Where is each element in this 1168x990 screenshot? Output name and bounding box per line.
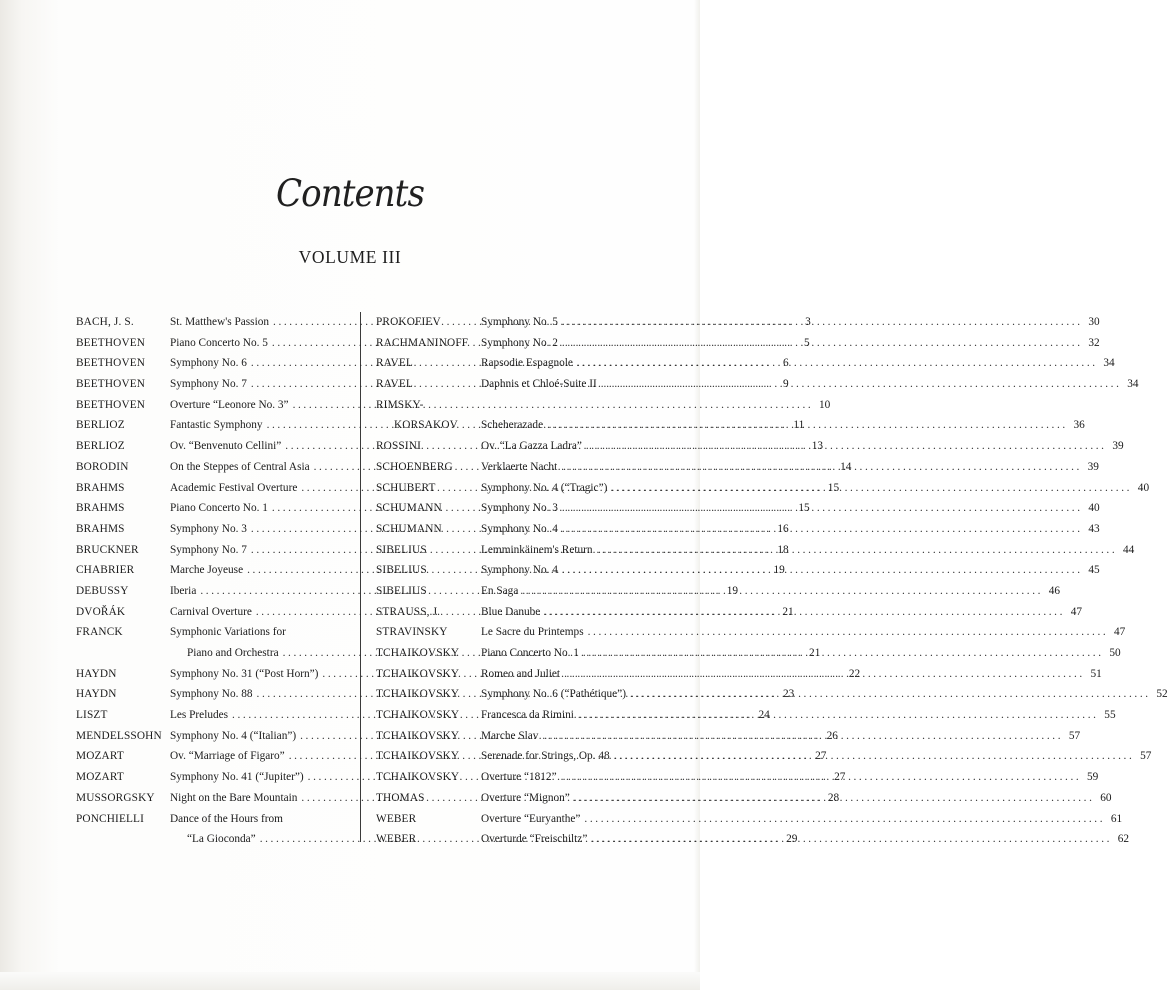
page-number: 52 — [1156, 688, 1168, 701]
work-title: Symphony No. 41 (“Jupiter”) — [170, 771, 304, 784]
page-number: 19 — [773, 564, 785, 577]
dot-leader — [557, 457, 1082, 478]
work-title: Rapsodie Espagnole — [481, 357, 573, 370]
dot-leader — [580, 809, 1105, 830]
page-number: 16 — [777, 522, 789, 535]
page-number: 3 — [805, 316, 811, 328]
composer-name: BERLIOZ — [76, 419, 125, 432]
work-title: Night on the Bare Mountain — [170, 791, 298, 804]
composer-name: ROSSINI — [376, 440, 421, 453]
composer-name: BEETHOVEN — [76, 336, 146, 349]
page-number: 27 — [834, 771, 846, 784]
work-title: En Saga — [481, 584, 519, 597]
composer-name: TCHAIKOVSKY — [376, 667, 460, 680]
page-number: 50 — [1109, 647, 1121, 659]
composer-name: BRUCKNER — [76, 543, 139, 556]
page-number: 28 — [827, 791, 840, 804]
work-title: Carnival Overture — [170, 605, 252, 618]
work-title: Fantastic Symphony — [170, 419, 263, 432]
page-number: 47 — [1114, 626, 1126, 639]
composer-name: SIBELIUS — [376, 564, 427, 577]
dot-leader — [582, 436, 1107, 457]
work-title: Piano Concerto No. 1 — [170, 502, 268, 515]
dot-leader — [570, 788, 1095, 809]
composer-name: BERLIOZ — [76, 440, 125, 453]
page-number: 43 — [1088, 522, 1100, 535]
work-title: Lemminkäinem's Return — [481, 543, 593, 556]
composer-name: TCHAIKOVSKY — [376, 688, 460, 701]
entry-title-line — [481, 353, 1115, 374]
composer-name: TCHAIKOVSKY — [376, 709, 460, 722]
work-title: Symphony No. 4 — [481, 564, 558, 577]
work-title: Ov. “La Gazza Ladra” — [481, 440, 582, 453]
page-number: 46 — [1048, 584, 1061, 597]
page-number: 60 — [1100, 791, 1112, 804]
dot-leader — [597, 374, 1122, 395]
composer-name: WEBER — [376, 812, 417, 825]
contents-entry — [376, 312, 1100, 333]
work-title: Overture “1812” — [481, 771, 557, 784]
work-title: Symphony No. 7 — [170, 378, 247, 391]
page-number: 6 — [782, 357, 789, 370]
composer-name: DVOŘÁK — [76, 605, 126, 618]
contents-entry — [376, 809, 1123, 830]
composer-name: BRAHMS — [76, 522, 125, 535]
composer-name: HAYDN — [76, 667, 117, 680]
page-number: 51 — [1090, 667, 1102, 680]
contents-entry — [376, 395, 664, 416]
work-title: Overture “Mignon” — [481, 791, 570, 804]
work-title: “La Gioconda” — [187, 833, 256, 846]
work-title: Iberia — [170, 584, 197, 597]
composer-name: BRAHMS — [76, 481, 125, 494]
work-title: Marche Slav — [481, 729, 539, 742]
composer-name: TCHAIKOVSKY — [376, 750, 460, 763]
page-number: 10 — [819, 398, 831, 411]
work-title: Symphony No. 5 — [481, 316, 558, 328]
page-number: 26 — [826, 729, 838, 742]
page-number: 62 — [1117, 833, 1130, 846]
work-title: Piano Concerto No. 5 — [170, 336, 268, 349]
contents-entry — [376, 333, 1100, 354]
composer-name: SCHOENBERG — [376, 460, 453, 473]
dot-leader — [543, 415, 1068, 436]
composer-name: SCHUBERT — [376, 481, 436, 494]
composer-name: BACH, J. S. — [76, 316, 134, 328]
page-number: 21 — [782, 605, 794, 618]
page-number: 44 — [1122, 543, 1135, 556]
page-number: 15 — [827, 481, 840, 494]
work-title: St. Matthew's Passion — [170, 316, 270, 328]
page-number: 13 — [811, 440, 824, 453]
entry-title-line — [481, 622, 1126, 643]
page-number: 59 — [1087, 771, 1099, 784]
work-title: Overturde “Freischiltz” — [481, 833, 588, 846]
page-number: 29 — [786, 833, 798, 846]
page-bottom-edge — [0, 972, 700, 990]
page-number: 57 — [1140, 750, 1152, 763]
work-title: Les Preludes — [170, 709, 229, 722]
dot-leader — [538, 726, 1063, 747]
page-number: 30 — [1088, 316, 1100, 328]
work-title: Symphony No. 88 — [170, 688, 253, 701]
work-title: Symphony No. 7 — [170, 543, 247, 556]
page-number: 24 — [758, 709, 770, 722]
work-title: Symphony No. 3 — [170, 522, 247, 535]
work-title: Dance of the Hours from — [170, 812, 283, 825]
page-number: 22 — [848, 667, 861, 680]
page-number: 19 — [726, 584, 739, 597]
dot-leader — [607, 478, 1132, 499]
volume-title: VOLUME III — [298, 247, 402, 267]
contents-entry — [376, 374, 1139, 395]
composer-name: STRAVINSKY — [376, 626, 448, 639]
dot-leader — [558, 333, 1083, 354]
composer-name: SIBELIUS — [376, 543, 427, 556]
composer-name: BRAHMS — [76, 502, 125, 515]
work-title: Overture “Leonore No. 3” — [170, 398, 289, 411]
dot-leader — [626, 684, 1151, 705]
page-number: 14 — [840, 460, 852, 473]
page-number: 55 — [1104, 709, 1116, 722]
work-title: Marche Joyeuse — [170, 564, 244, 577]
page-number: 40 — [1137, 481, 1150, 494]
composer-name: LISZT — [76, 709, 108, 722]
work-title: Symphony No. 4 (“Tragic”) — [481, 481, 608, 494]
contents-entry — [76, 622, 346, 643]
work-title: Verklaerte Nacht — [481, 460, 558, 473]
dot-leader — [558, 498, 1083, 519]
composer-name: DEBUSSY — [76, 584, 129, 597]
composer-name: RIMSKY- — [376, 398, 424, 411]
composer-name: BEETHOVEN — [76, 398, 146, 411]
dot-leader — [558, 312, 1083, 333]
page-number: 34 — [1103, 357, 1115, 370]
page-number: 45 — [1088, 564, 1100, 577]
entry-title-line — [481, 809, 1123, 830]
work-title: Symphony No. 31 (“Post Horn”) — [170, 667, 319, 680]
page-number: 40 — [1088, 502, 1100, 515]
composer-name: MOZART — [76, 750, 124, 763]
composer-name: BEETHOVEN — [76, 357, 146, 370]
work-title: Symphonic Variations for — [170, 626, 286, 639]
work-title: Symphony No. 6 — [170, 357, 247, 370]
dot-leader — [540, 602, 1065, 623]
composer-name: SCHUMANN — [376, 522, 442, 535]
composer-name: CHABRIER — [76, 564, 135, 577]
dot-leader — [573, 353, 1098, 374]
composer-name: BORODIN — [76, 460, 129, 473]
composer-name: WEBER — [376, 833, 417, 846]
contents-entry — [376, 622, 1126, 643]
page-number: 23 — [782, 688, 795, 701]
composer-name: SCHUMANN — [376, 502, 442, 515]
work-title: Symphony No. 6 (“Pathétique”) — [481, 688, 626, 701]
composer-name: KORSAKOV — [394, 419, 458, 432]
entry-title-line — [481, 333, 1100, 354]
composer-name: PROKOFIEV — [376, 316, 441, 328]
work-title: Ov. “Benvenuto Cellini” — [170, 440, 282, 453]
page-number: 57 — [1068, 729, 1081, 742]
page-number: 18 — [777, 543, 789, 556]
entry-title-line — [481, 312, 1100, 333]
contents-entry — [376, 353, 1115, 374]
dot-leader — [560, 664, 1085, 685]
work-title: Symphony No. 4 — [481, 522, 558, 535]
dot-leader — [579, 643, 1104, 664]
work-title: Ov. “Marriage of Figaro” — [170, 750, 285, 763]
composer-name: TCHAIKOVSKY — [376, 647, 460, 659]
dot-leader — [558, 560, 1083, 581]
page-number: 36 — [1073, 419, 1085, 432]
dot-leader — [593, 540, 1118, 561]
work-title: Blue Danube — [481, 605, 541, 618]
page-number: 61 — [1110, 812, 1123, 825]
work-title: Overture “Euryanthe” — [481, 812, 581, 825]
entry-title-line — [170, 622, 346, 643]
page-number: 21 — [809, 647, 821, 659]
work-title: Le Sacre du Printemps — [481, 626, 584, 639]
work-title: Symphony No. 4 (“Italian”) — [170, 729, 297, 742]
work-title: Academic Festival Overture — [170, 481, 298, 494]
work-title: Serenade for Strings, Op. 48 — [481, 750, 610, 763]
composer-name: RAVEL — [376, 378, 413, 391]
page-number: 39 — [1087, 460, 1099, 473]
composer-name: MUSSORGSKY — [76, 791, 155, 804]
composer-name: PONCHIELLI — [76, 812, 145, 825]
work-title: Romeo and Juliet — [481, 667, 561, 680]
entry-title-line — [481, 374, 1139, 395]
composer-name: MENDELSSOHN — [76, 729, 162, 742]
composer-name: THOMAS — [376, 791, 425, 804]
work-title: Piano and Orchestra — [187, 647, 279, 659]
work-title: Scheherazade — [481, 419, 544, 432]
dot-leader — [610, 746, 1135, 767]
dot-leader — [574, 705, 1099, 726]
page-number: 34 — [1127, 378, 1139, 391]
page-number: 39 — [1112, 440, 1124, 453]
composer-name: STRAUSS, J. — [376, 605, 441, 618]
composer-name: BEETHOVEN — [76, 378, 146, 391]
composer-name: MOZART — [76, 771, 124, 784]
composer-name: RAVEL — [376, 357, 413, 370]
composer-name: HAYDN — [76, 688, 117, 701]
work-title: Francesca da Rimini — [481, 709, 574, 722]
dot-leader — [557, 767, 1082, 788]
page-number: 32 — [1088, 336, 1100, 349]
composer-name: SIBELIUS — [376, 584, 427, 597]
contents-entry — [76, 809, 346, 830]
work-title: Piano Concerto No. 1 — [481, 647, 579, 659]
entry-title-line — [170, 809, 346, 830]
page-number: 15 — [798, 502, 810, 515]
page-number: 5 — [803, 336, 810, 349]
composer-name: FRANCK — [76, 626, 123, 639]
composer-name: TCHAIKOVSKY — [376, 771, 460, 784]
page-number: 27 — [815, 750, 827, 763]
dot-leader — [558, 519, 1083, 540]
dot-leader — [587, 829, 1112, 850]
composer-name: RACHMANINOFF — [376, 336, 469, 349]
page-number: 11 — [793, 419, 805, 432]
dot-leader — [518, 581, 1043, 602]
page-number: 47 — [1070, 605, 1083, 618]
work-title: Daphnis et Chloé-Suite II — [481, 378, 597, 391]
work-title: Symphony No. 2 — [481, 336, 558, 349]
dot-leader — [584, 622, 1109, 643]
work-title: On the Steppes of Central Asia — [170, 460, 310, 473]
composer-name: TCHAIKOVSKY — [376, 729, 460, 742]
work-title: Symphony No. 3 — [481, 502, 558, 515]
page-number: 9 — [782, 378, 789, 391]
contents-heading: Contents — [275, 172, 425, 215]
